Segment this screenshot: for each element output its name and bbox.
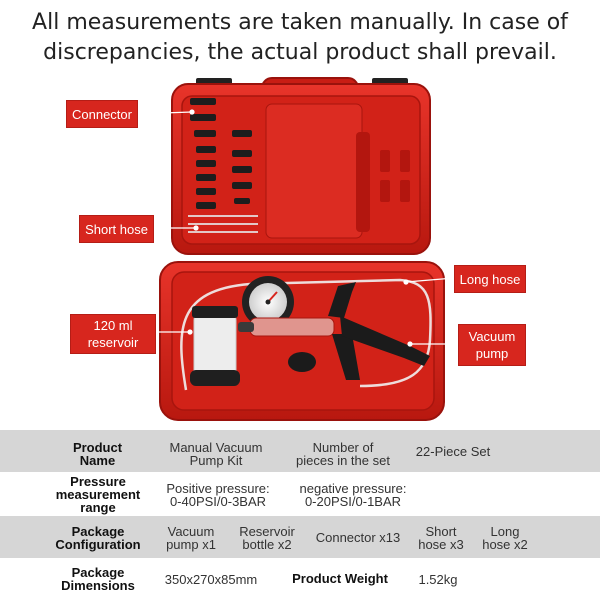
callout-connector: Connector [66,100,138,128]
spec-label-package-dims: Package Dimensions [61,565,135,593]
callout-vacuum-pump: Vacuum pump [458,324,526,366]
disclaimer-header [0,8,600,68]
spec-label-product-name: Product Name [72,440,123,468]
spec-value-piece-count: 22-Piece Set [415,444,491,459]
spec-value-product-weight: 1.52kg [418,572,458,587]
spec-row-package-config [0,516,600,558]
config-item-reservoir: Reservoir bottle x2 [239,524,295,552]
spec-value-package-dims: 350x270x85mm [164,572,258,587]
spec-label-pressure: Pressure measurement range [55,474,141,515]
spec-value-negative-pressure: negative pressure: 0-20PSI/0-1BAR [299,481,407,509]
spec-value-product-name: Manual Vacuum Pump Kit [169,440,263,468]
spec-value-positive-pressure: Positive pressure: 0-40PSI/0-3BAR [166,481,270,509]
spec-row-package-dims [0,558,600,600]
callout-short-hose: Short hose [79,215,154,243]
config-item-connector: Connector x13 [315,530,401,545]
spec-label-product-weight: Product Weight [292,571,388,586]
disclaimer-line-2: discrepancies, the actual product shall prevail. [43,40,557,65]
callout-reservoir: 120 ml reservoir [70,314,156,354]
config-item-short-hose: Short hose x3 [418,524,464,552]
spec-row-product-name [0,430,600,472]
callout-long-hose: Long hose [454,265,526,293]
spec-table [0,430,600,600]
spec-label-piece-count: Number of pieces in the set [296,440,390,468]
spec-row-pressure [0,472,600,516]
reservoir-bottle [190,306,240,386]
disclaimer-line-1: All measurements are taken manually. In case of [32,10,568,35]
config-item-vacuum-pump: Vacuum pump x1 [166,524,216,552]
config-item-long-hose: Long hose x2 [482,524,528,552]
spec-label-package-config: Package Configuration [55,524,141,552]
